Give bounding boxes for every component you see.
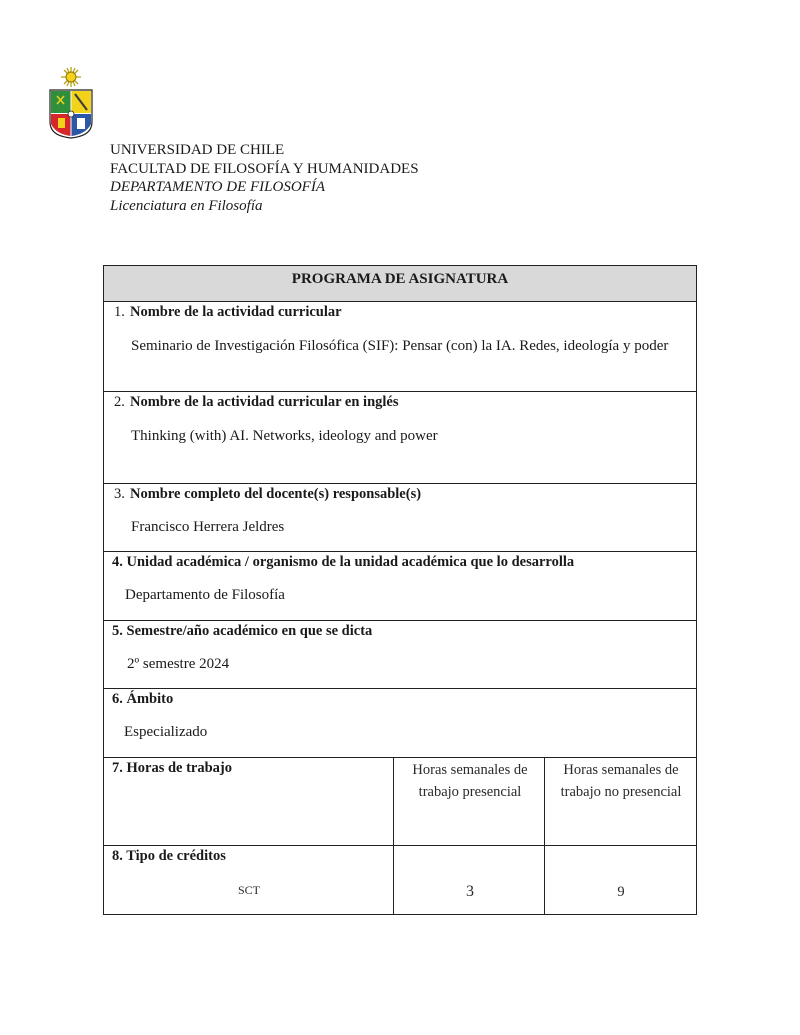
program-table bbox=[103, 265, 697, 915]
section-label: 6. Ámbito bbox=[112, 691, 174, 707]
section-label: 4. Unidad académica / organismo de la unidad académica que lo desarrolla bbox=[112, 554, 575, 570]
section-label: 3. Nombre completo del docente(s) responsable(s) bbox=[114, 486, 422, 502]
credit-type-value: SCT bbox=[237, 883, 260, 897]
course-name-value: Seminario de Investigación Filosófica (SIF): Pensar (con) la IA. Redes, ideología y poder bbox=[131, 338, 669, 354]
section-label: 5. Semestre/año académico en que se dicta bbox=[112, 623, 373, 639]
university-name: UNIVERSIDAD DE CHILE bbox=[110, 142, 285, 158]
header-presencial: Horas semanales de trabajo presencial bbox=[412, 762, 528, 800]
section-label: 8. Tipo de créditos bbox=[112, 848, 226, 864]
section-work-hours bbox=[104, 758, 696, 846]
university-logo-icon bbox=[48, 64, 94, 140]
hours-no-presencial-value: 9 bbox=[617, 884, 625, 900]
hours-presencial-value: 3 bbox=[466, 883, 474, 900]
department-name: DEPARTAMENTO DE FILOSOFÍA bbox=[110, 179, 325, 195]
scope-value: Especializado bbox=[124, 724, 208, 740]
table-title: PROGRAMA DE ASIGNATURA bbox=[104, 266, 696, 302]
section-credits bbox=[104, 846, 696, 914]
column-divider bbox=[393, 758, 394, 914]
section-label: 2. Nombre de la actividad curricular en inglés bbox=[114, 394, 399, 410]
section-course-name bbox=[104, 302, 696, 392]
section-label: 1. Nombre de la actividad curricular bbox=[114, 304, 342, 320]
section-semester bbox=[104, 621, 696, 689]
section-label: 7. Horas de trabajo bbox=[112, 760, 233, 776]
course-name-english-value: Thinking (with) AI. Networks, ideology and power bbox=[131, 428, 438, 444]
semester-value: 2º semestre 2024 bbox=[127, 656, 230, 672]
institution-header bbox=[110, 141, 419, 215]
section-course-name-english bbox=[104, 392, 696, 484]
header-no-presencial: Horas semanales de trabajo no presencial bbox=[560, 762, 682, 800]
section-instructor bbox=[104, 484, 696, 552]
academic-unit-value: Departamento de Filosofía bbox=[125, 587, 285, 603]
column-divider bbox=[544, 758, 545, 914]
degree-name: Licenciatura en Filosofía bbox=[110, 197, 263, 214]
section-academic-unit bbox=[104, 552, 696, 621]
instructor-value: Francisco Herrera Jeldres bbox=[131, 519, 285, 535]
section-scope bbox=[104, 689, 696, 758]
faculty-name: FACULTAD DE FILOSOFÍA Y HUMANIDADES bbox=[110, 160, 419, 177]
